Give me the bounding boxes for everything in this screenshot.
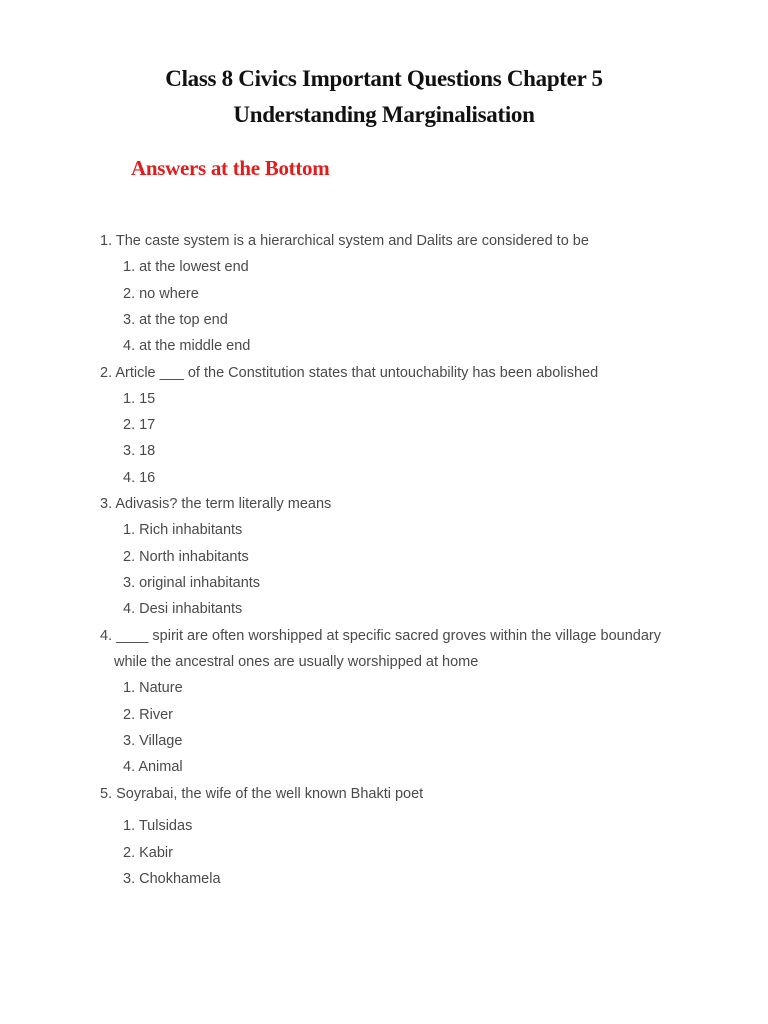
question-1-option-4: 4. at the middle end bbox=[123, 338, 251, 354]
question-2-text: 2. Article ___ of the Constitution states that untouchability has been abolished bbox=[100, 365, 599, 381]
question-5-option-3: 3. Chokhamela bbox=[123, 871, 221, 887]
question-1-text: 1. The caste system is a hierarchical system and Dalits are considered to be bbox=[100, 233, 589, 249]
question-4-option-2: 2. River bbox=[123, 707, 173, 723]
question-4-text-continued: while the ancestral ones are usually worshipped at home bbox=[114, 654, 479, 670]
question-5-option-2: 2. Kabir bbox=[123, 845, 173, 861]
question-3-option-3: 3. original inhabitants bbox=[123, 575, 261, 591]
question-5-text: 5. Soyrabai, the wife of the well known Bhakti poet bbox=[100, 786, 424, 802]
question-3-option-1: 1. Rich inhabitants bbox=[123, 522, 243, 538]
question-1-option-3: 3. at the top end bbox=[123, 312, 228, 328]
question-5-option-1: 1. Tulsidas bbox=[123, 818, 193, 834]
question-4-text: 4. ____ spirit are often worshipped at specific sacred groves within the village boundary bbox=[100, 628, 661, 644]
document-title-line-2: Understanding Marginalisation bbox=[233, 102, 535, 127]
question-2-option-2: 2. 17 bbox=[123, 417, 156, 433]
answers-note: Answers at the Bottom bbox=[131, 156, 330, 180]
document-title-line-1: Class 8 Civics Important Questions Chapter 5 bbox=[165, 66, 603, 91]
question-2-option-3: 3. 18 bbox=[123, 443, 156, 459]
question-4-option-4: 4. Animal bbox=[123, 759, 183, 775]
question-1-option-2: 2. no where bbox=[123, 286, 199, 302]
question-4-option-1: 1. Nature bbox=[123, 680, 183, 696]
question-1-option-1: 1. at the lowest end bbox=[123, 259, 249, 275]
question-3-option-2: 2. North inhabitants bbox=[123, 549, 249, 565]
question-3-option-4: 4. Desi inhabitants bbox=[123, 601, 243, 617]
question-2-option-1: 1. 15 bbox=[123, 391, 156, 407]
question-4-option-3: 3. Village bbox=[123, 733, 183, 749]
question-3-text: 3. Adivasis? the term literally means bbox=[100, 496, 332, 512]
question-2-option-4: 4. 16 bbox=[123, 470, 156, 486]
